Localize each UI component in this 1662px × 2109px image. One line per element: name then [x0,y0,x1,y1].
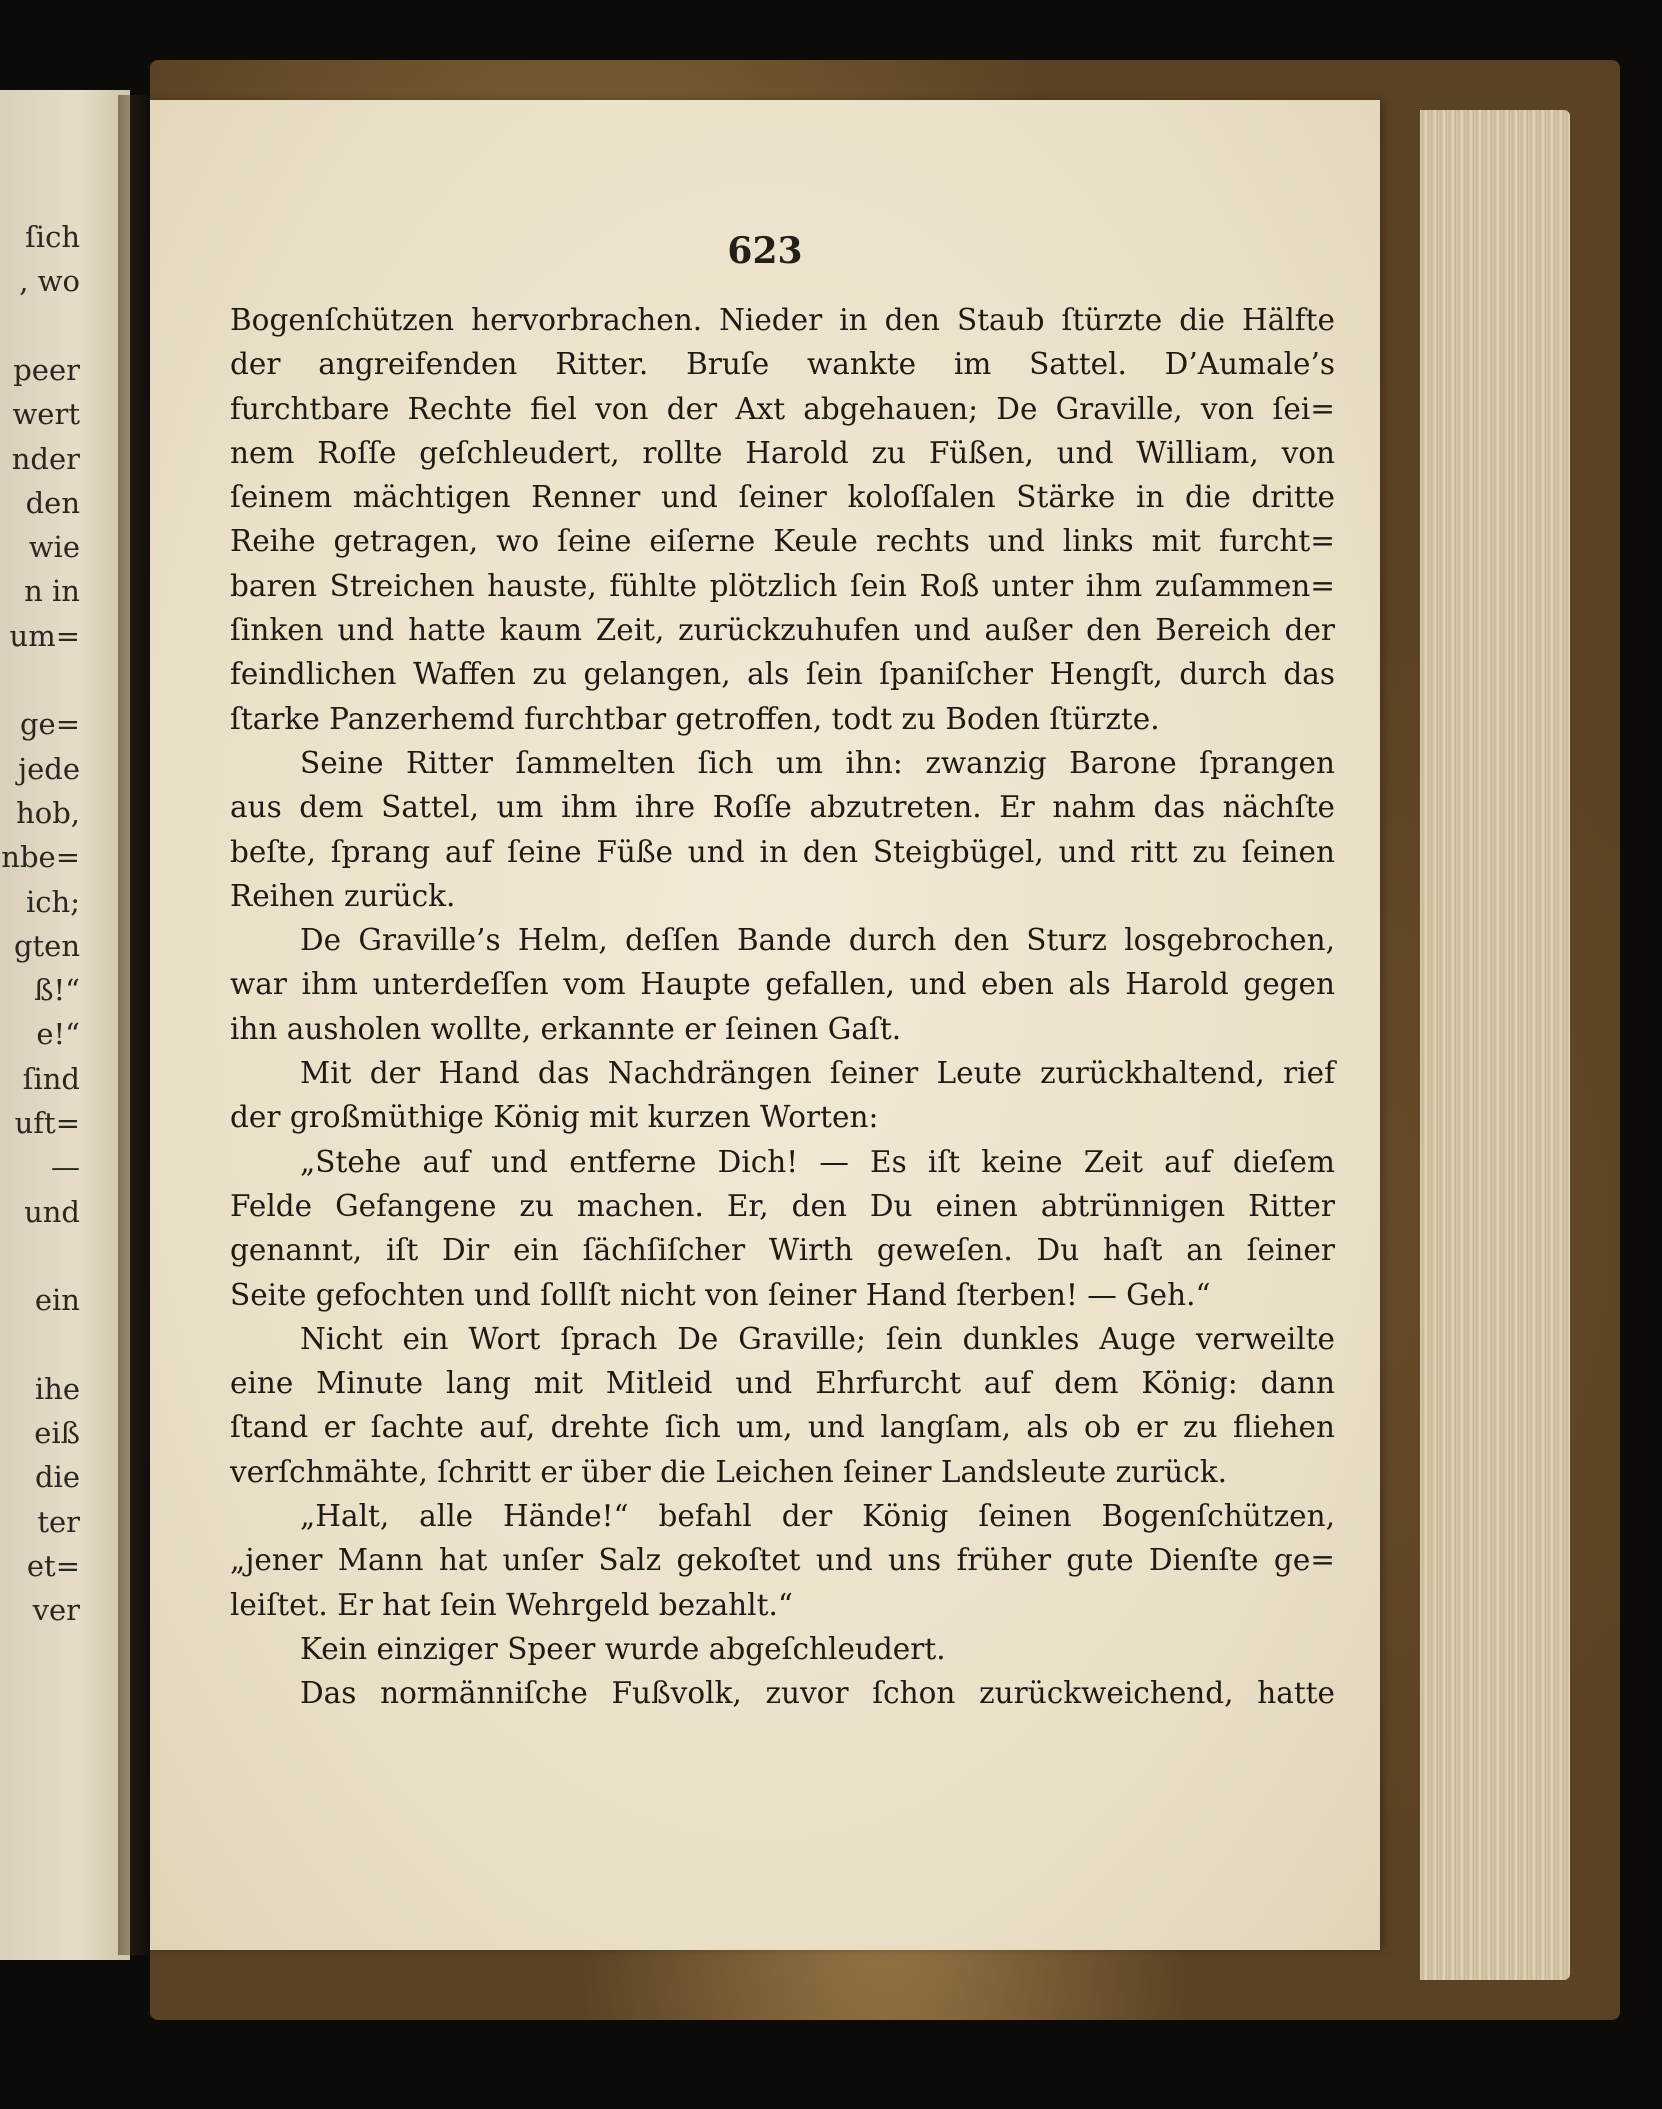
text-line: ſeinem mächtigen Renner und ſeiner koloſſalen Stärke in die dritte [230,480,1335,515]
text-line: Kein einziger Speer wurde abgeſchleudert. [300,1631,946,1666]
text-line: „Stehe auf und entferne Dich! — Es iſt keine Zeit auf dieſem [300,1144,1335,1179]
text-line: De Graville’s Helm, deſſen Bande durch den Sturz losgebrochen, [300,923,1335,958]
left-page-fragment: ß!“ [34,973,80,1008]
text-line: leiſtet. Er hat ſein Wehrgeld bezahlt.“ [230,1587,793,1622]
left-page-fragment: um= [9,618,80,653]
left-page-fragment: wert [12,397,80,432]
left-page-fragment: ihe [34,1371,80,1406]
text-line: Bogenſchützen hervorbrachen. Nieder in den Staub ſtürzte die Hälfte [230,303,1335,337]
text-line: furchtbare Rechte fiel von der Axt abgehauen; De Graville, von ſei= [230,391,1335,426]
text-line: war ihm unterdeſſen vom Haupte gefallen, und eben als Harold gegen [230,967,1335,1002]
left-page-fragment: ge= [19,707,80,742]
page-number: 623 [727,230,803,272]
text-line: ſinken und hatte kaum Zeit, zurückzuhufen und außer den Bereich der [230,613,1335,648]
text-line: ſtand er ſachte auf, drehte ſich um, und langſam, als ob er zu fliehen [230,1410,1335,1445]
left-page-fragment: ein [34,1283,80,1318]
left-page-fragment: ver [32,1593,80,1628]
left-page-fragment: eiß [34,1416,80,1451]
left-page-fragment: ſind [22,1061,80,1096]
text-line: Reihen zurück. [230,878,456,913]
left-page-fragment: die [34,1460,80,1495]
left-page-fragment: nder [11,441,80,476]
left-page-fragment: peer [13,352,80,387]
text-line: genannt, iſt Dir ein ſächſiſcher Wirth geweſen. Du haſt an ſeiner [230,1233,1335,1268]
page-edges [1420,110,1570,1980]
left-page-fragment: hob, [16,795,80,830]
text-line: verſchmähte, ſchritt er über die Leichen ſeiner Landsleute zurück. [230,1454,1228,1489]
left-page-fragment: , wo [19,264,80,299]
text-line: Reihe getragen, wo ſeine eiſerne Keule rechts und links mit furcht= [230,524,1335,559]
text-line: Nicht ein Wort ſprach De Graville; ſein dunkles Auge verweilte [300,1321,1335,1356]
text-line: Felde Gefangene zu machen. Er, den Du einen abtrünnigen Ritter [230,1188,1335,1223]
left-page-fragment: ter [37,1504,80,1539]
text-line: der angreifenden Ritter. Bruſe wankte im Sattel. D’Aumale’s [230,347,1335,382]
text-line: feindlichen Waffen zu gelangen, als ſein ſpaniſcher Hengſt, durch das [230,657,1335,692]
text-line: baren Streichen hauste, fühlte plötzlich ſein Roß unter ihm zuſammen= [230,568,1335,603]
text-line: der großmüthige König mit kurzen Worten: [230,1100,879,1135]
left-page-fragment: — [51,1150,80,1185]
left-page-fragment: n in [24,574,80,609]
text-line: ſtarke Panzerhemd furchtbar getroffen, todt zu Boden ſtürzte. [230,701,1160,736]
text-line: nem Roſſe geſchleudert, rollte Harold zu Füßen, und William, von [230,435,1335,470]
text-line: „jener Mann hat unſer Salz gekoſtet und uns früher gute Dienſte ge= [230,1543,1335,1578]
left-page-fragment: uft= [14,1106,80,1140]
left-page-fragment: ſich [25,220,80,254]
right-page [150,100,1380,1950]
text-line: aus dem Sattel, um ihm ihre Roſſe abzutreten. Er nahm das nächſte [230,790,1335,825]
text-line: Mit der Hand das Nachdrängen ſeiner Leute zurückhaltend, rief [300,1056,1335,1091]
text-line: eine Minute lang mit Mitleid und Ehrfurcht auf dem König: dann [230,1366,1335,1401]
left-page-fragment: gten [13,928,80,963]
left-page-fragment: jede [18,751,80,786]
left-page-fragment: den [25,485,80,520]
left-page-fragment: ich; [26,884,80,919]
text-line: ihn ausholen wollte, erkannte er ſeinen Gaſt. [230,1011,902,1046]
left-page-fragment: wie [28,530,80,565]
text-line: beſte, ſprang auf ſeine Füße und in den Steigbügel, und ritt zu ſeinen [230,834,1335,869]
left-page [0,90,130,1960]
left-page-fragment: und [24,1194,80,1229]
text-line: Seine Ritter ſammelten ſich um ihn: zwanzig Barone ſprangen [300,745,1335,780]
text-line: Das normänniſche Fußvolk, zuvor ſchon zurückweichend, hatte [300,1676,1335,1711]
left-page-fragment: nbe= [1,840,80,875]
text-line: „Halt, alle Hände!“ befahl der König ſeinen Bogenſchützen, [300,1499,1335,1534]
left-page-fragment: et= [26,1549,80,1583]
body-text [230,298,1335,1716]
text-line: Seite gefochten und ſollſt nicht von ſeiner Hand ſterben! — Geh.“ [230,1277,1211,1312]
left-page-fragment: e!“ [36,1017,80,1052]
